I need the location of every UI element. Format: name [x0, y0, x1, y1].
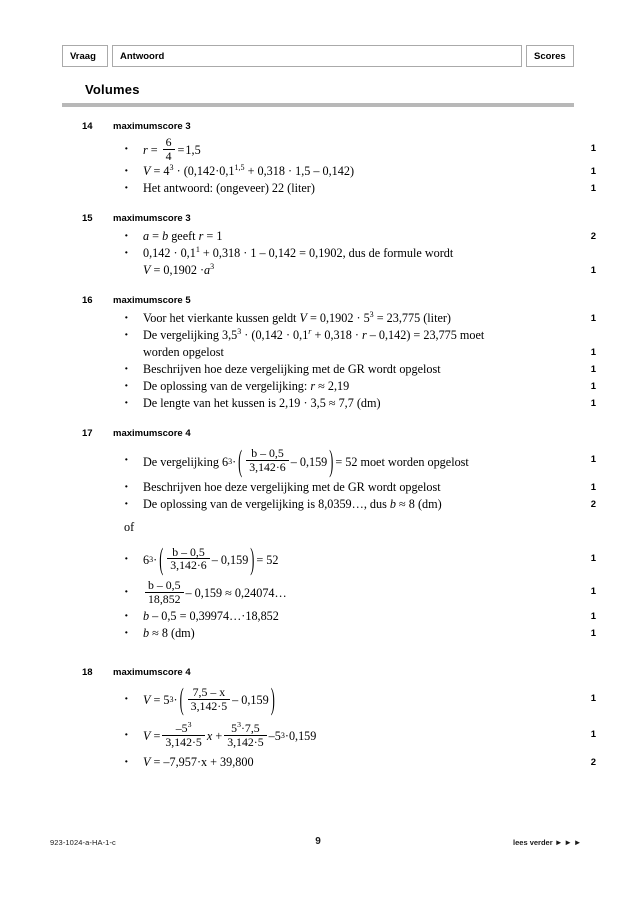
bullet-icon [124, 496, 138, 513]
column-header-row [62, 45, 574, 67]
answer-item: · b – 0,5 = 0,39974…·18,852 1 [0, 608, 636, 625]
answer-text-line2: worden opgelost [143, 345, 224, 360]
bullet-icon [124, 542, 138, 577]
answer-item: · $V = 4^3 \cdot (0,142\cdot 0,1^{1,5} + 0,318 \cdot 1,5 - 0,142)$ 1 [0, 163, 636, 180]
question-heading-15 [0, 212, 636, 228]
bullet-icon [124, 378, 138, 395]
score-value: 1 [590, 313, 596, 325]
fraction-left: $\frac{-5^3}{3,142\cdot 5}$ [162, 722, 204, 749]
score-value: 1 [590, 693, 596, 705]
score-value: 1 [590, 454, 596, 466]
score-value: 2 [590, 231, 596, 243]
fraction: $\frac{b - 0,5}{18,852}$ [145, 579, 184, 606]
question-heading-17 [0, 427, 636, 443]
bullet-icon [124, 327, 138, 344]
bullet-icon [124, 625, 138, 642]
question-block-14 [0, 120, 636, 197]
answer-item [0, 327, 636, 361]
bullet-icon [124, 443, 138, 478]
bullet-icon [124, 717, 138, 754]
fraction: $\frac{b - 0,5}{3,142\cdot 6}$ [167, 546, 209, 573]
question-block-16 [0, 294, 636, 412]
score-value: 1 [590, 628, 596, 640]
bullet-icon [124, 136, 138, 163]
bullet-icon [124, 245, 138, 262]
answer-text-line2: $V = 0,1902 \cdot a^3$ [143, 262, 215, 278]
score-value: 1 [590, 552, 596, 564]
left-paren: ( [179, 681, 184, 718]
bullet-icon [124, 608, 138, 625]
score-value: 1 [590, 166, 596, 178]
score-value: 1 [590, 481, 596, 493]
question-heading-18 [0, 666, 636, 682]
score-value: 1 [590, 143, 596, 154]
spacer [0, 416, 636, 427]
spacer [0, 283, 636, 294]
bullet-icon [124, 310, 138, 327]
answer-item: · b ≈ 8 (dm) 1 [0, 625, 636, 642]
question-maxscore-label: maximumscore 3 [113, 121, 191, 132]
bullet-icon [124, 228, 138, 245]
triangle-right-icon: ►►► [554, 838, 583, 847]
fraction: $\frac{b - 0,5}{3,142\cdot 6}$ [246, 447, 288, 474]
bullet-icon [124, 682, 138, 717]
answer-item: · De lengte van het kussen is 2,19 · 3,5 ≈ 7,7 (dm) 1 [0, 395, 636, 412]
footer-document-code: 923-1024-a-HA-1-c [50, 838, 116, 847]
bullet-icon [124, 479, 138, 496]
question-maxscore-label: maximumscore 5 [113, 295, 191, 307]
answer-item: · $\frac{b - 0,5}{18,852}$ – 0,159 ≈ 0,24074… 1 [0, 577, 636, 608]
answer-item [0, 245, 636, 279]
column-header-vraag: Vraag [62, 45, 108, 67]
score-value: 1 [590, 398, 596, 410]
bullet-icon [124, 163, 138, 180]
score-value: 1 [590, 347, 596, 359]
answer-item: · r = $\frac{6}{4}$ = 1,5 1 [0, 136, 636, 163]
fraction-right: $\frac{5^3\cdot 7,5}{3,142\cdot 5}$ [224, 722, 266, 749]
answer-item: · De oplossing van de vergelijking is 8,0359…, dus b ≈ 8 (dm) 2 [0, 496, 636, 513]
answer-item: · Voor het vierkante kussen geldt $V = 0,1902 \cdot 5^3 = 23,775$ (liter) 1 [0, 310, 636, 327]
section-title: Volumes [85, 82, 140, 97]
question-number: 15 [82, 213, 93, 225]
question-block-18 [0, 666, 636, 771]
question-number: 17 [82, 428, 93, 440]
fraction: $\frac{7,5 - x}{3,142\cdot 5}$ [188, 686, 230, 713]
right-paren: ) [329, 442, 334, 479]
answer-item: · V = $\frac{-5^3}{3,142\cdot 5}$ x + $\frac{5^3\cdot 7,5}{3,142\cdot 5}$ – 5 3 · 0,159 1 [0, 717, 636, 754]
answer-item [0, 479, 636, 496]
question-block-17 [0, 427, 636, 642]
answer-text-line1: De vergelijking $3,5^3 \cdot (0,142 \cdot 0,1^r + 0,318 \cdot r - 0,142) = 23,775$ moet [143, 327, 485, 343]
spacer [0, 646, 636, 666]
answer-item: · De oplossing van de vergelijking: r ≈ 2,19 1 [0, 378, 636, 395]
answer-item: · V = –7,957·x + 39,800 2 [0, 754, 636, 771]
answer-item: · De vergelijking 6 3 · ( $\frac{b - 0,5}{3,142\cdot 6}$ – 0,159 ) = 52 moet worden opgelost 1 [0, 443, 636, 478]
section-divider [62, 103, 574, 107]
answer-item: · a = b geeft r = 1 2 [0, 228, 636, 245]
right-paren: ) [270, 681, 275, 718]
score-value: 1 [590, 611, 596, 623]
answer-text: Het antwoord: (ongeveer) 22 (liter) [143, 181, 315, 196]
left-paren: ( [238, 442, 243, 479]
answer-item [0, 361, 636, 378]
answer-item [0, 180, 636, 197]
question-maxscore-label: maximumscore 4 [113, 428, 191, 440]
footer-continue-text: lees verder [513, 838, 553, 847]
question-number: 18 [82, 667, 93, 679]
answer-text: Beschrijven hoe deze vergelijking met de GR wordt opgelost [143, 362, 441, 377]
score-value: 2 [590, 757, 596, 769]
bullet-icon [124, 395, 138, 412]
page-footer [0, 836, 636, 852]
alternative-label: of [124, 519, 135, 534]
footer-continue-label [513, 838, 583, 847]
bullet-icon [124, 754, 138, 771]
score-value: 1 [590, 381, 596, 393]
bullet-icon [124, 577, 138, 608]
question-maxscore-label: maximumscore 4 [113, 667, 191, 679]
spacer [0, 201, 636, 212]
answer-item: · V = 5 3 · ( $\frac{7,5 - x}{3,142\cdot 5}$ – 0,159 ) 1 [0, 682, 636, 717]
score-value: 2 [590, 498, 596, 510]
score-value: 1 [590, 585, 596, 597]
question-heading-14 [0, 120, 636, 136]
answer-item: · 6 3 · ( $\frac{b - 0,5}{3,142\cdot 6}$ – 0,159 ) = 52 1 [0, 542, 636, 577]
fraction-6-over-4: $\frac{6}{4}$ [163, 136, 175, 163]
answer-text: Beschrijven hoe deze vergelijking met de GR wordt opgelost [143, 479, 441, 494]
column-header-scores: Scores [526, 45, 574, 67]
question-maxscore-label: maximumscore 3 [113, 213, 191, 225]
footer-page-number: 9 [315, 836, 321, 847]
column-header-antwoord: Antwoord [112, 45, 522, 67]
question-number: 16 [82, 295, 93, 307]
answer-model-content [0, 120, 636, 775]
left-paren: ( [159, 541, 164, 577]
answer-text-line1: $0,142 \cdot 0,1^1 + 0,318 \cdot 1 - 0,142 = 0,1902$, dus de formule wordt [143, 245, 454, 261]
score-value: 1 [590, 364, 596, 376]
question-number: 14 [82, 121, 93, 132]
right-paren: ) [250, 541, 255, 577]
score-value: 1 [590, 265, 596, 277]
bullet-icon [124, 180, 138, 197]
question-heading-16 [0, 294, 636, 310]
score-value: 1 [590, 183, 596, 195]
question-block-15 [0, 212, 636, 279]
bullet-icon [124, 361, 138, 378]
score-value: 1 [590, 729, 596, 741]
math-var-r: r [143, 143, 148, 158]
